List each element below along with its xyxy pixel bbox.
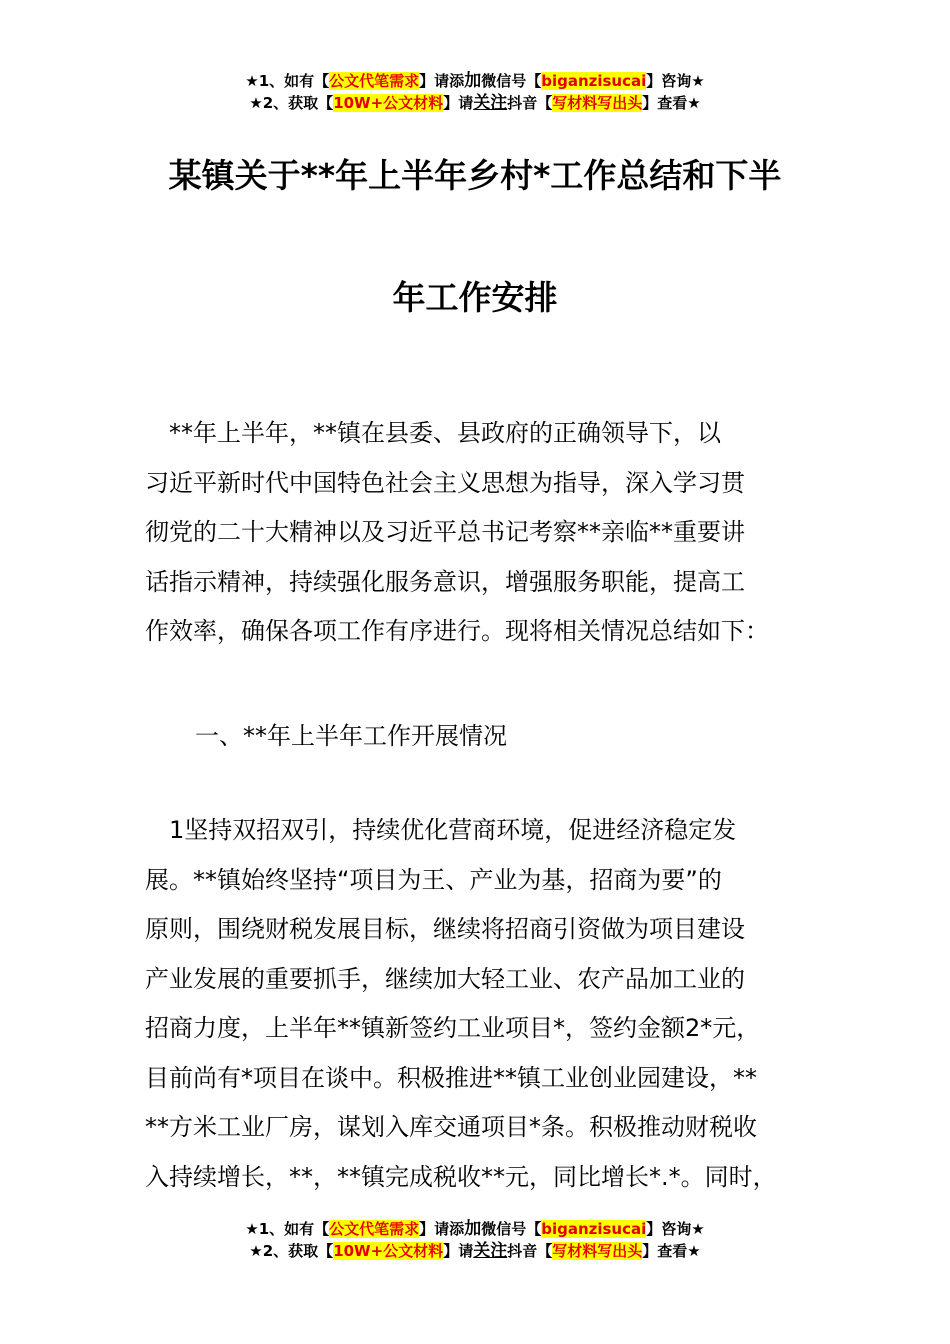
banner-highlight-service: 公文代笔需求 bbox=[329, 72, 420, 90]
banner-text: 】咨询★ bbox=[646, 1220, 705, 1238]
banner-text: 】咨询★ bbox=[646, 72, 705, 90]
banner-text: 加 bbox=[464, 71, 482, 91]
banner-text: 1、如有【 bbox=[258, 72, 330, 90]
banner-text: 2、获取【 bbox=[262, 1242, 334, 1260]
star-icon: ★ bbox=[249, 94, 263, 112]
text-line: 展。**镇始终坚持“项目为王、产业为基，招商为要”的 bbox=[145, 865, 722, 894]
text-line: 产业发展的重要抓手，继续加大轻工业、农产品加工业的 bbox=[145, 964, 745, 993]
banner-text: 抖音【 bbox=[507, 1242, 553, 1260]
bottom-banner bbox=[0, 1218, 950, 1262]
paragraph-1 bbox=[145, 806, 825, 1202]
banner-text: 】请 bbox=[443, 1242, 474, 1260]
text-line: 彻党的二十大精神以及习近平总书记考察**亲临**重要讲 bbox=[145, 518, 745, 546]
text-line: 话指示精神，持续强化服务意识，增强服务职能，提高工 bbox=[145, 567, 745, 596]
banner-highlight-douyin: 写材料写出头 bbox=[552, 1242, 643, 1260]
banner-line-1 bbox=[0, 70, 950, 92]
banner-text: 1、如有【 bbox=[258, 1220, 330, 1238]
text-line: **方米工业厂房，谋划入库交通项目*条。积极推动财税收 bbox=[145, 1113, 757, 1141]
text-line: 作效率，确保各项工作有序进行。现将相关情况总结如下： bbox=[145, 617, 769, 645]
banner-text: 关注 bbox=[473, 93, 508, 113]
banner-text: 关注 bbox=[473, 1241, 508, 1261]
star-icon: ★ bbox=[245, 72, 259, 90]
star-icon: ★ bbox=[249, 1242, 263, 1260]
banner-line-1 bbox=[0, 1218, 950, 1240]
banner-highlight-douyin: 写材料写出头 bbox=[552, 94, 643, 112]
text-line: 原则，围绕财税发展目标，继续将招商引资做为项目建设 bbox=[145, 915, 745, 943]
banner-highlight-materials: 10W+公文材料 bbox=[333, 1242, 444, 1260]
text-line: 1坚持双招双引，持续优化营商环境，促进经济稳定发 bbox=[145, 816, 737, 844]
text-line: 招商力度，上半年**镇新签约工业项目*，签约金额2*元， bbox=[145, 1014, 761, 1042]
banner-line-2 bbox=[0, 1240, 950, 1262]
banner-line-2 bbox=[0, 92, 950, 114]
text-line: **年上半年，**镇在县委、县政府的正确领导下，以 bbox=[145, 419, 721, 447]
banner-text: 加 bbox=[464, 1219, 482, 1239]
banner-highlight-wechat: biganzisucai bbox=[541, 72, 647, 90]
banner-text: 】请 bbox=[443, 94, 474, 112]
document-title-line-1: 某镇关于**年上半年乡村*工作总结和下半 bbox=[168, 156, 782, 195]
banner-highlight-materials: 10W+公文材料 bbox=[333, 94, 444, 112]
top-banner bbox=[0, 70, 950, 114]
section-heading-1: 一、**年上半年工作开展情况 bbox=[195, 722, 507, 750]
text-line: 目前尚有*项目在谈中。积极推进**镇工业创业园建设，** bbox=[145, 1063, 757, 1092]
banner-text: 微信号【 bbox=[481, 1220, 542, 1238]
document-title-line-2: 年工作安排 bbox=[392, 278, 558, 317]
banner-text: 】请添 bbox=[419, 1220, 465, 1238]
banner-text: 】查看★ bbox=[642, 1242, 701, 1260]
text-line: 习近平新时代中国特色社会主义思想为指导，深入学习贯 bbox=[145, 468, 745, 497]
banner-highlight-service: 公文代笔需求 bbox=[329, 1220, 420, 1238]
banner-text: 2、获取【 bbox=[262, 94, 334, 112]
banner-text: 微信号【 bbox=[481, 72, 542, 90]
star-icon: ★ bbox=[245, 1220, 259, 1238]
intro-paragraph bbox=[145, 409, 825, 657]
banner-text: 】查看★ bbox=[642, 94, 701, 112]
banner-text: 】请添 bbox=[419, 72, 465, 90]
text-line: 入持续增长，**，**镇完成税收**元，同比增长*.*。同时， bbox=[145, 1162, 777, 1191]
banner-highlight-wechat: biganzisucai bbox=[541, 1220, 647, 1238]
banner-text: 抖音【 bbox=[507, 94, 553, 112]
